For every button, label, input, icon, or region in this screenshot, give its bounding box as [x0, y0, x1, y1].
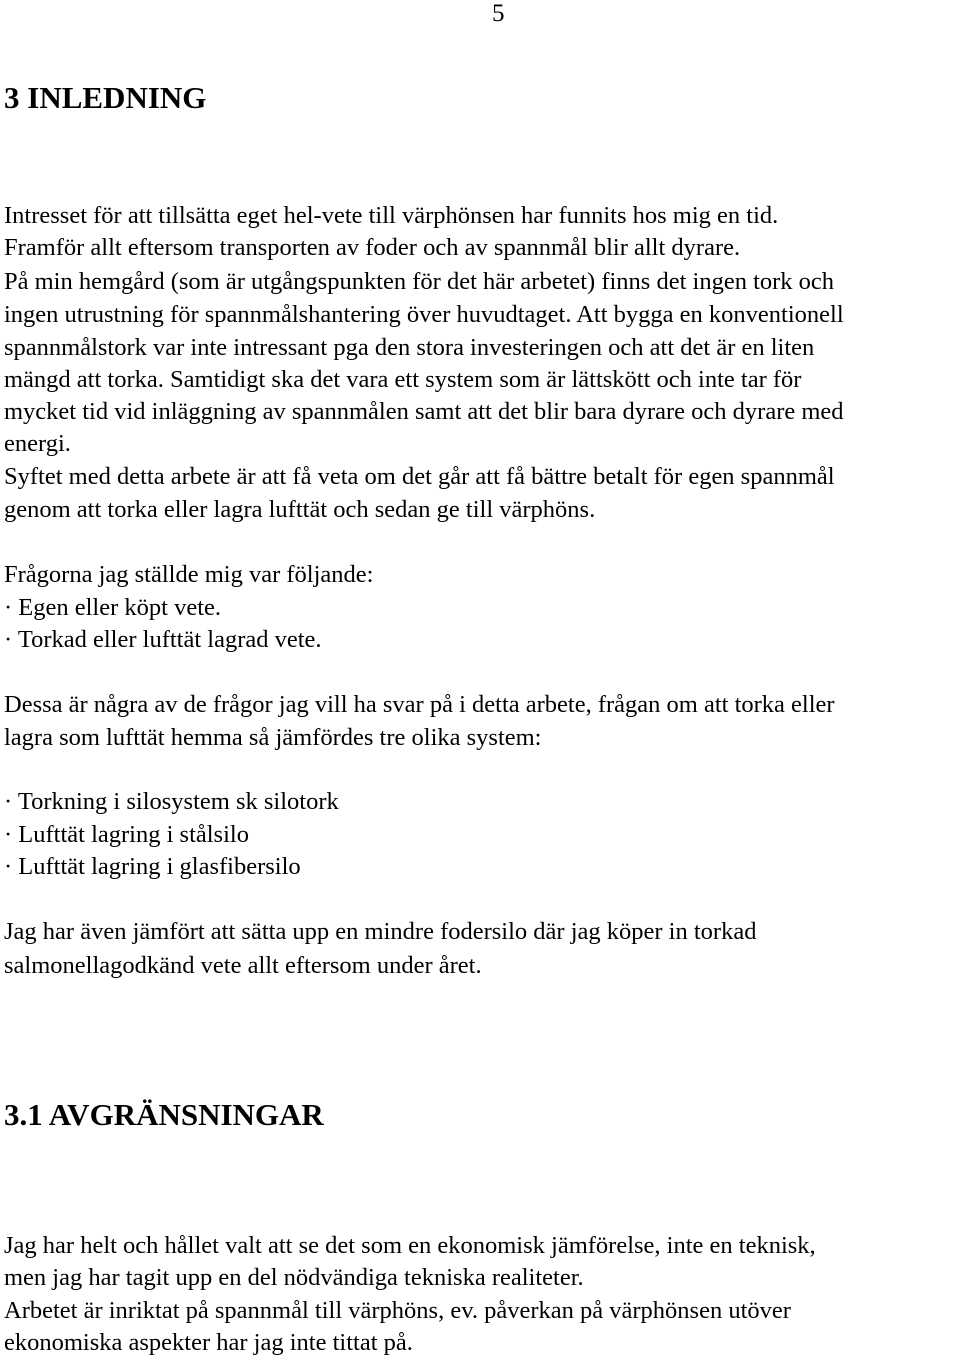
list-item: · Torkning i silosystem sk silotork [4, 788, 339, 815]
text-line: genom att torka eller lagra lufttät och sedan ge till värphöns. [4, 496, 596, 523]
text-line: Syftet med detta arbete är att få veta om det går att få bättre betalt för egen spannmål [4, 463, 835, 490]
text-line: Jag har även jämfört att sätta upp en mindre fodersilo där jag köper in torkad [4, 918, 757, 945]
text-line: Dessa är några av de frågor jag vill ha svar på i detta arbete, frågan om att torka eller [4, 691, 835, 718]
text-line: Framför allt eftersom transporten av foder och av spannmål blir allt dyrare. [4, 234, 741, 261]
text-line: Frågorna jag ställde mig var följande: [4, 561, 374, 588]
text-line: Intresset för att tillsätta eget hel-vete till värphönsen har funnits hos mig en tid. [4, 202, 779, 229]
list-item: · Lufttät lagring i glasfibersilo [4, 853, 301, 880]
text-line: mycket tid vid inläggning av spannmålen samt att det blir bara dyrare och dyrare med [4, 398, 844, 425]
text-line: mängd att torka. Samtidigt ska det vara ett system som är lättskött och inte tar för [4, 366, 802, 393]
text-line: spannmålstork var inte intressant pga den stora investeringen och att det är en liten [4, 334, 815, 361]
section-heading-inledning: 3 INLEDNING [4, 80, 207, 115]
text-line: Jag har helt och hållet valt att se det som en ekonomisk jämförelse, inte en teknisk, [4, 1232, 816, 1259]
text-line: lagra som lufttät hemma så jämfördes tre olika system: [4, 724, 542, 751]
text-line: energi. [4, 430, 71, 457]
text-line: På min hemgård (som är utgångspunkten för det här arbetet) finns det ingen tork och [4, 268, 835, 295]
page-number: 5 [492, 0, 505, 27]
text-line: Arbetet är inriktat på spannmål till värphöns, ev. påverkan på värphönsen utöver [4, 1297, 791, 1324]
list-item: · Torkad eller lufttät lagrad vete. [4, 626, 322, 653]
text-line: ingen utrustning för spannmålshantering över huvudtaget. Att bygga en konventionell [4, 301, 844, 328]
text-line: ekonomiska aspekter har jag inte tittat på. [4, 1329, 413, 1356]
text-line: men jag har tagit upp en del nödvändiga tekniska realiteter. [4, 1264, 584, 1291]
list-item: · Lufttät lagring i stålsilo [4, 821, 249, 848]
section-heading-avgransningar: 3.1 AVGRÄNSNINGAR [4, 1097, 324, 1132]
text-line: salmonellagodkänd vete allt eftersom under året. [4, 952, 482, 979]
list-item: · Egen eller köpt vete. [4, 594, 222, 621]
